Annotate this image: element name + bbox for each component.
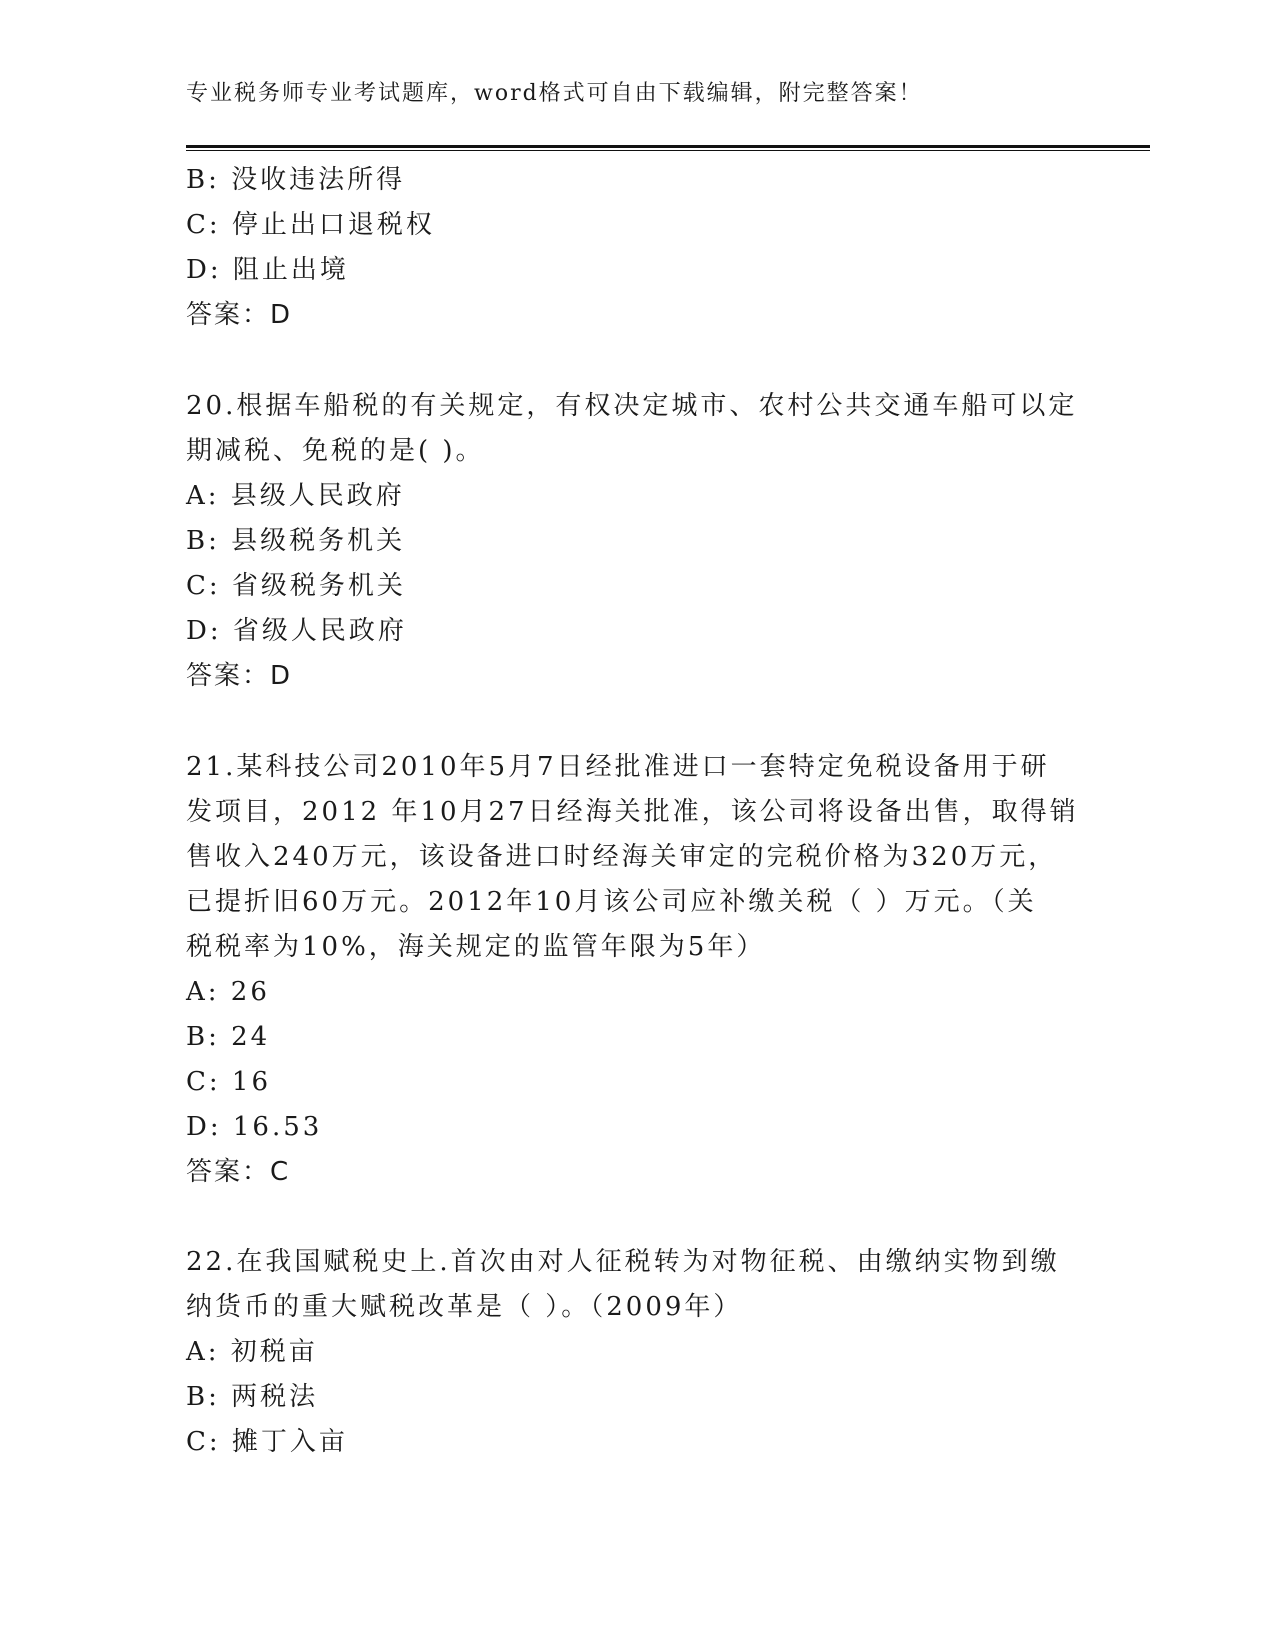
option-c: C: 停止出口退税权: [186, 210, 435, 240]
question-content: [186, 158, 1086, 1465]
option-c: C: 16: [186, 1067, 272, 1097]
question-text: 21.某科技公司2010年5月7日经批准进口一套特定免税设备用于研: [186, 752, 1050, 782]
option-b: B: 24: [186, 1022, 271, 1052]
question-text: 期减税、免税的是( )。: [186, 436, 485, 466]
question-text: 22.在我国赋税史上.首次由对人征税转为对物征税、由缴纳实物到缴: [186, 1247, 1060, 1277]
option-d: D: 省级人民政府: [186, 616, 407, 646]
option-a: A: 县级人民政府: [186, 481, 405, 511]
option-d: D: 16.53: [186, 1112, 323, 1142]
question-text: 纳货币的重大赋税改革是（ ）。（2009年）: [186, 1292, 743, 1322]
answer-line: 答案：D: [186, 661, 293, 691]
question-text: 20.根据车船税的有关规定，有权决定城市、农村公共交通车船可以定: [186, 391, 1078, 421]
answer-line: 答案：C: [186, 1157, 291, 1187]
option-c: C: 摊丁入亩: [186, 1427, 348, 1457]
page-header: 专业税务师专业考试题库，word格式可自由下载编辑，附完整答案！: [186, 81, 923, 106]
option-a: A: 初税亩: [186, 1337, 318, 1367]
question-text: 售收入240万元，该设备进口时经海关审定的完税价格为320万元，: [186, 842, 1058, 872]
question-text: 已提折旧60万元。2012年10月该公司应补缴关税（ ）万元。（关: [186, 887, 1037, 917]
option-c: C: 省级税务机关: [186, 571, 406, 601]
option-b: B: 两税法: [186, 1382, 319, 1412]
answer-line: 答案：D: [186, 300, 293, 330]
option-d: D: 阻止出境: [186, 255, 349, 285]
option-b: B: 没收违法所得: [186, 165, 406, 195]
question-text: 发项目，2012 年10月27日经海关批准，该公司将设备出售，取得销: [186, 797, 1079, 827]
option-b: B: 县级税务机关: [186, 526, 406, 556]
question-text: 税税率为10%，海关规定的监管年限为5年）: [186, 932, 766, 962]
option-a: A: 26: [186, 977, 270, 1007]
header-rule: [186, 145, 1150, 151]
